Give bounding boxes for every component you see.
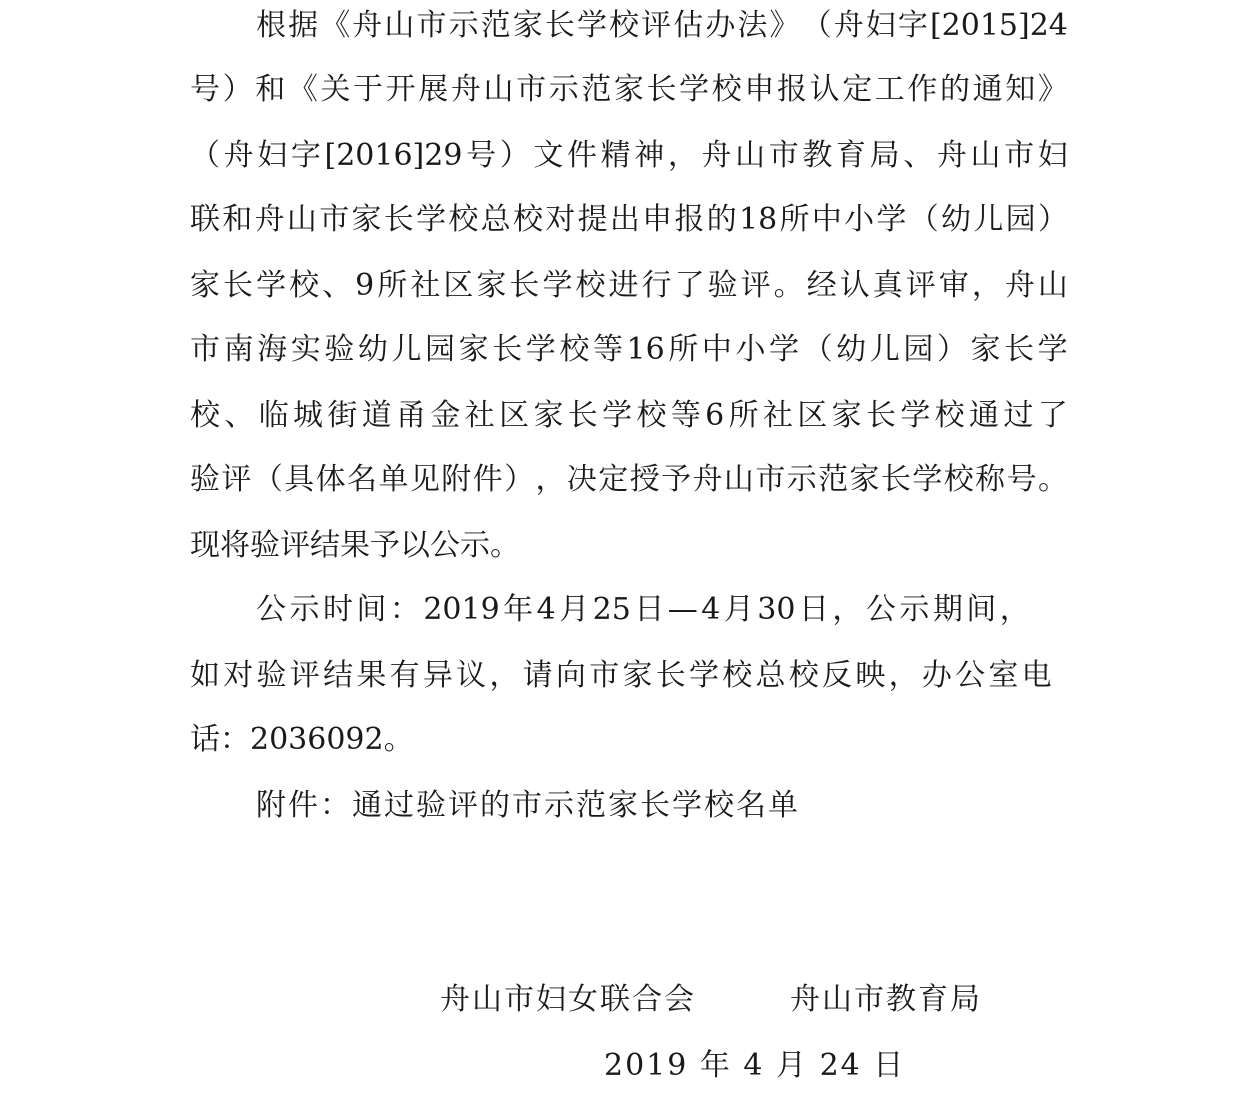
paragraph-2-line-2: 如 对 验 评 结 果 有 异 议 ， 请 向 市 家 长 学 校 总 校 反 映 ， 办 公 室 电 [190, 658, 1052, 693]
paragraph-1-line-6: 市 南 海 实 验 幼 儿 园 家 长 学 校 等 16 所 中 小 学 （ 幼 儿 园 ） 家 长 学 [190, 332, 1068, 367]
attachment-line: 附件：通过验评的市示范家长学校名单 [256, 788, 800, 823]
paragraph-1-line-8: 验 评 （ 具 体 名 单 见 附 件 ） ， 决 定 授 予 舟 山 市 示 范 家 长 学 校 称 号 。 [190, 462, 1068, 497]
paragraph-2-line-3: 话：2036092。 [190, 722, 414, 757]
paragraph-1-line-1: 根 据 《 舟 山 市 示 范 家 长 学 校 评 估 办 法 》 （ 舟 妇 字 [2015]24 [256, 8, 1068, 43]
paragraph-1-line-2: 号 ） 和 《 关 于 开 展 舟 山 市 示 范 家 长 学 校 申 报 认 定 工 作 的 通 知 》 [190, 72, 1068, 107]
paragraph-1-line-7: 校 、 临 城 街 道 甬 金 社 区 家 长 学 校 等 6 所 社 区 家 长 学 校 通 过 了 [190, 398, 1068, 433]
paragraph-1-line-9: 现将验评结果予以公示。 [190, 528, 520, 563]
signature-date: 2019 年 4 月 24 日 [604, 1048, 906, 1083]
paragraph-2-line-1: 公 示 时 间 ： 2019 年 4 月 25 日 — 4 月 30 日 ， 公 示 期 间 ， [256, 592, 1030, 627]
signature-org-women-federation: 舟山市妇女联合会 [440, 982, 696, 1017]
paragraph-1-line-4: 联 和 舟 山 市 家 长 学 校 总 校 对 提 出 申 报 的 18 所 中 小 学 （ 幼 儿 园 ） [190, 202, 1068, 237]
signature-org-education-bureau: 舟山市教育局 [790, 982, 982, 1017]
paragraph-1-line-5: 家 长 学 校 、 9 所 社 区 家 长 学 校 进 行 了 验 评 。 经 认 真 评 审 ， 舟 山 [190, 268, 1068, 303]
paragraph-1-line-3: （ 舟 妇 字 [2016]29 号 ） 文 件 精 神 ， 舟 山 市 教 育 局 、 舟 山 市 妇 [190, 138, 1068, 173]
